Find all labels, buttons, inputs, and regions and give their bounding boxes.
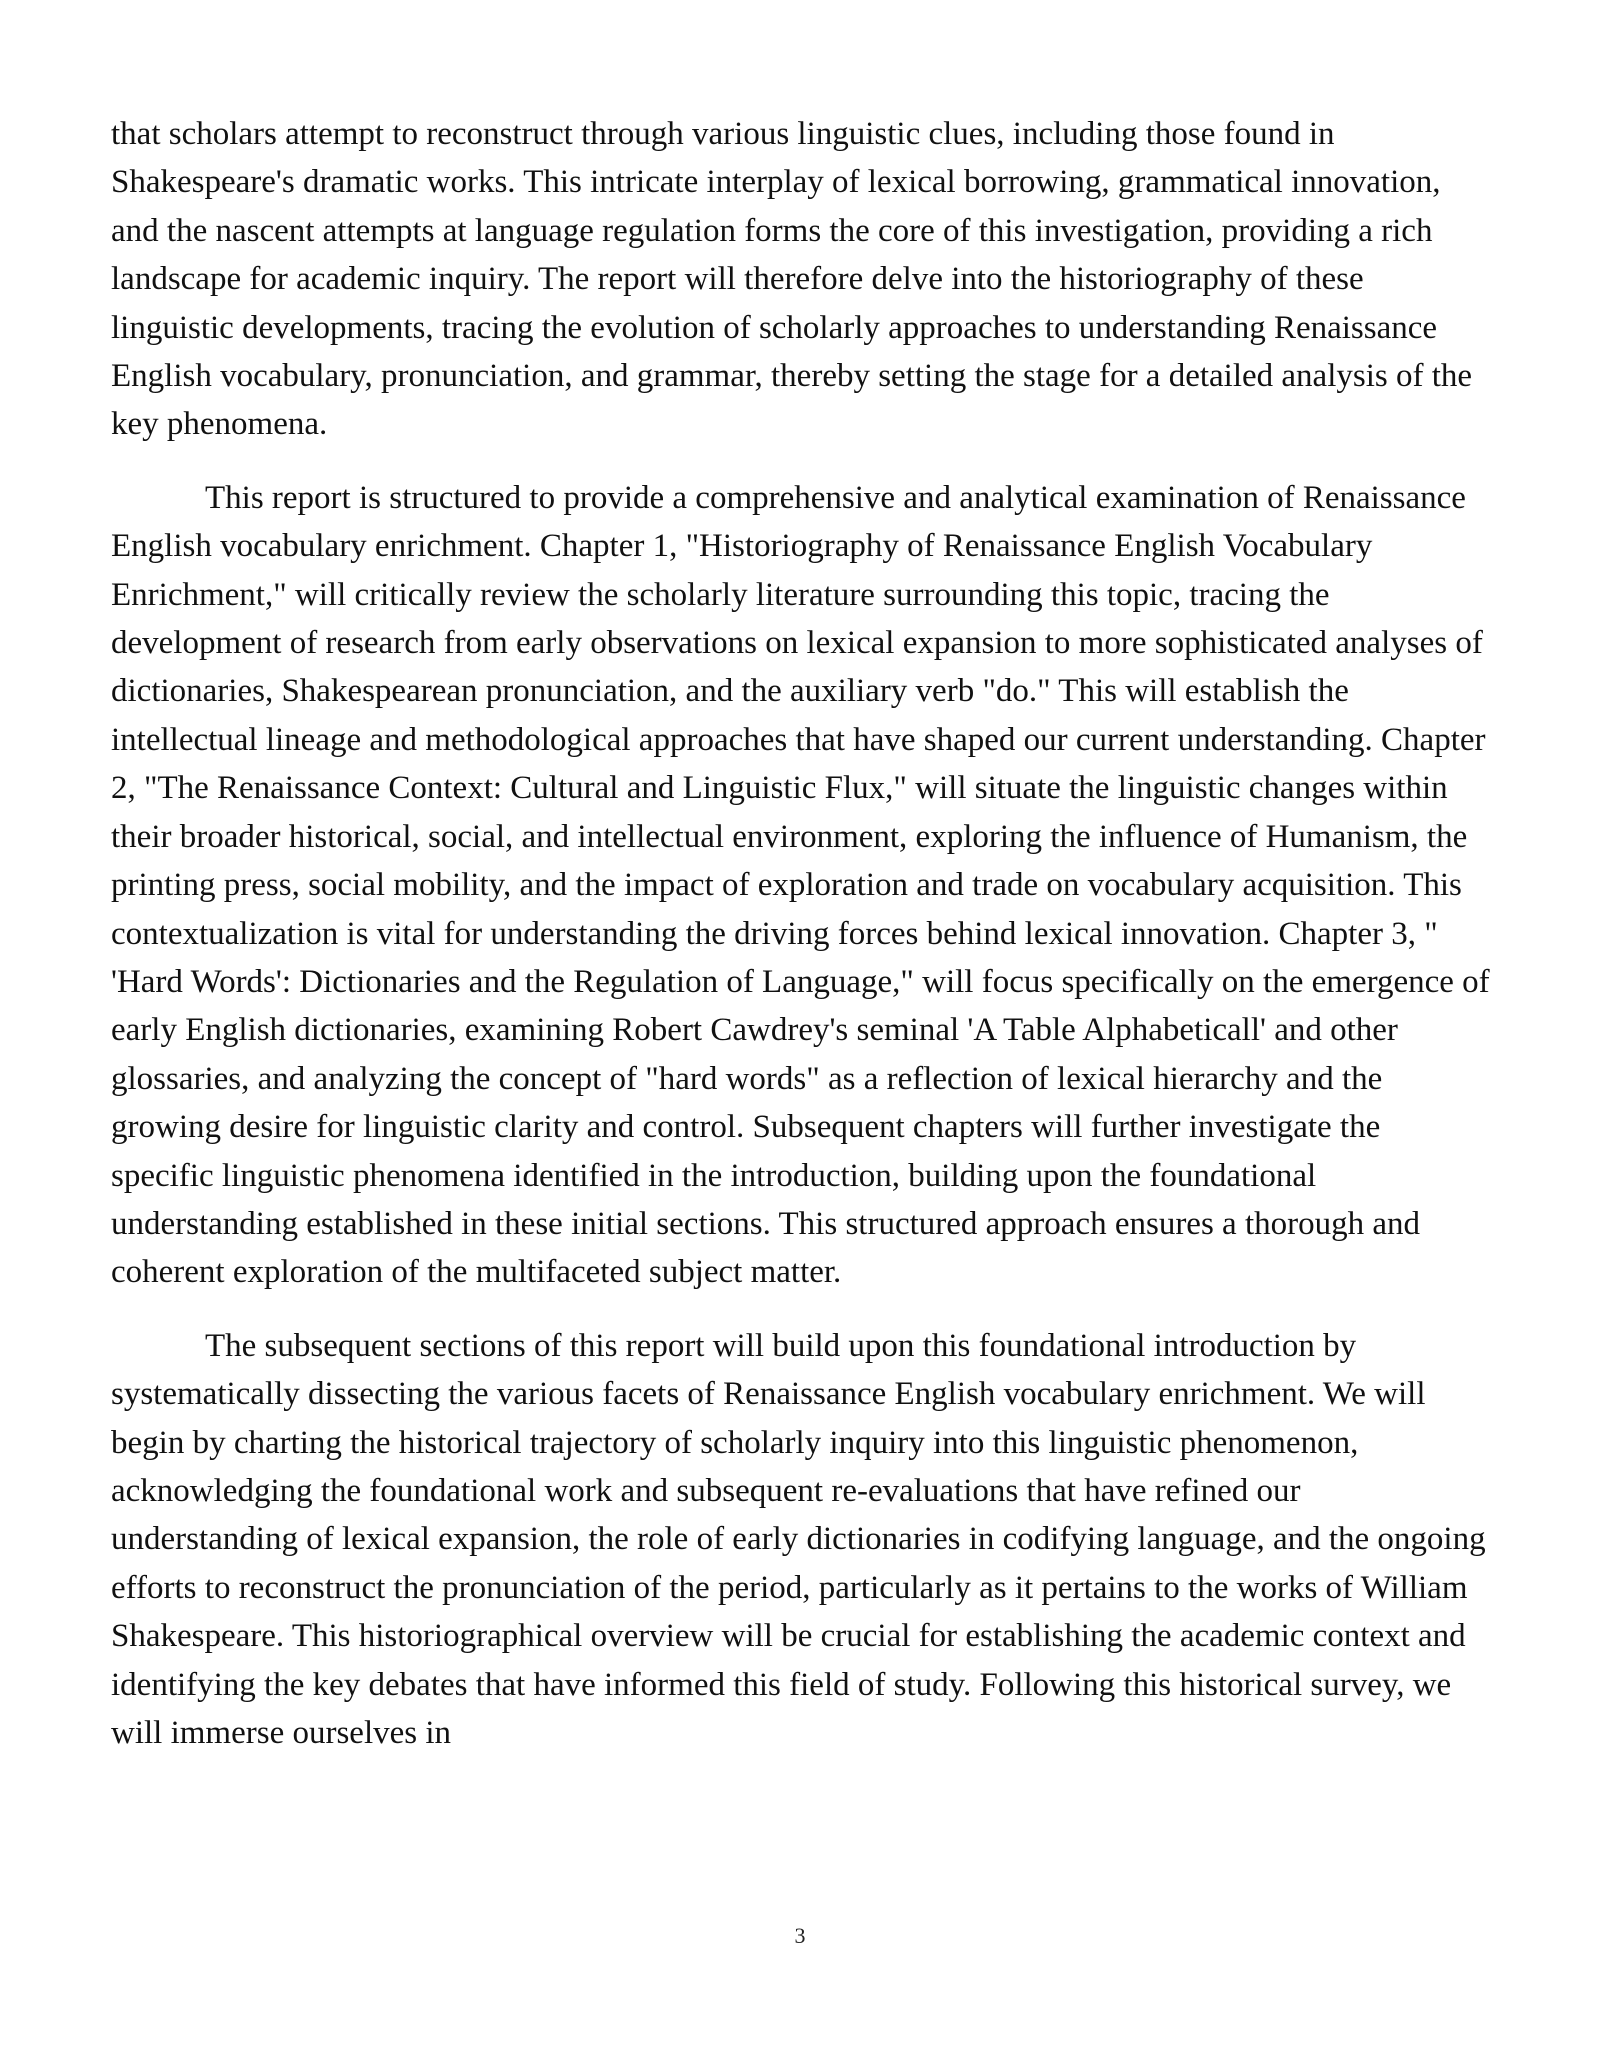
paragraph-continuation: that scholars attempt to reconstruct through various linguistic clues, including those found in Shakespeare's dramatic works. This intricate interplay of lexical borrowing, grammatical innovation, and the nascent attempts at language regulation forms the core of this investigation, providing a rich landscape for academic inquiry. The report will therefore delve into the historiography of these linguistic developments, tracing the evolution of scholarly approaches to understanding Renaissance English vocabulary, pronunciation, and grammar, thereby setting the stage for a detailed analysis of the key phenomena.	[111, 116, 1473, 443]
paragraph-report-structure: This report is structured to provide a comprehensive and analytical examination of Renaissance English vocabulary enrichment. Chapter 1, "Historiography of Renaissance English Vocabulary Enrichment," will critically review the scholarly literature surrounding this topic, tracing the development of research from early observations on lexical expansion to more sophisticated analyses of dictionaries, Shakespearean pronunciation, and the auxiliary verb "do." This will establish the intellectual lineage and methodological approaches that have shaped our current understanding. Chapter 2, "The Renaissance Context: Cultural and Linguistic Flux," will situate the linguistic changes within their broader historical, social, and intellectual environment, exploring the influence of Humanism, the printing press, social mobility, and the impact of exploration and trade on vocabulary acquisition. This contextualization is vital for understanding the driving forces behind lexical innovation. Chapter 3, " 'Hard Words': Dictionaries and the Regulation of Language," will focus specifically on the emergence of early English dictionaries, examining Robert Cawdrey's seminal 'A Table Alphabeticall' and other glossaries, and analyzing the concept of "hard words" as a reflection of lexical hierarchy and the growing desire for linguistic clarity and control. Subsequent chapters will further investigate the specific linguistic phenomena identified in the introduction, building upon the foundational understanding established in these initial sections. This structured approach ensures a thorough and coherent exploration of the multifaceted subject matter.	[111, 479, 1490, 1291]
paragraph-subsequent-sections: The subsequent sections of this report will build upon this foundational introduction by systematically dissecting the various facets of Renaissance English vocabulary enrichment. We will begin by charting the historical trajectory of scholarly inquiry into this linguistic phenomenon, acknowledging the foundational work and subsequent re-evaluations that have refined our understanding of lexical expansion, the role of early dictionaries in codifying language, and the ongoing efforts to reconstruct the pronunciation of the period, particularly as it pertains to the works of William Shakespeare. This historiographical overview will be crucial for establishing the academic context and identifying the key debates that have informed this field of study. Following this historical survey, we will immerse ourselves in	[111, 1327, 1486, 1751]
body-text	[111, 110, 1491, 1782]
page-number: 3	[794, 1923, 806, 1948]
